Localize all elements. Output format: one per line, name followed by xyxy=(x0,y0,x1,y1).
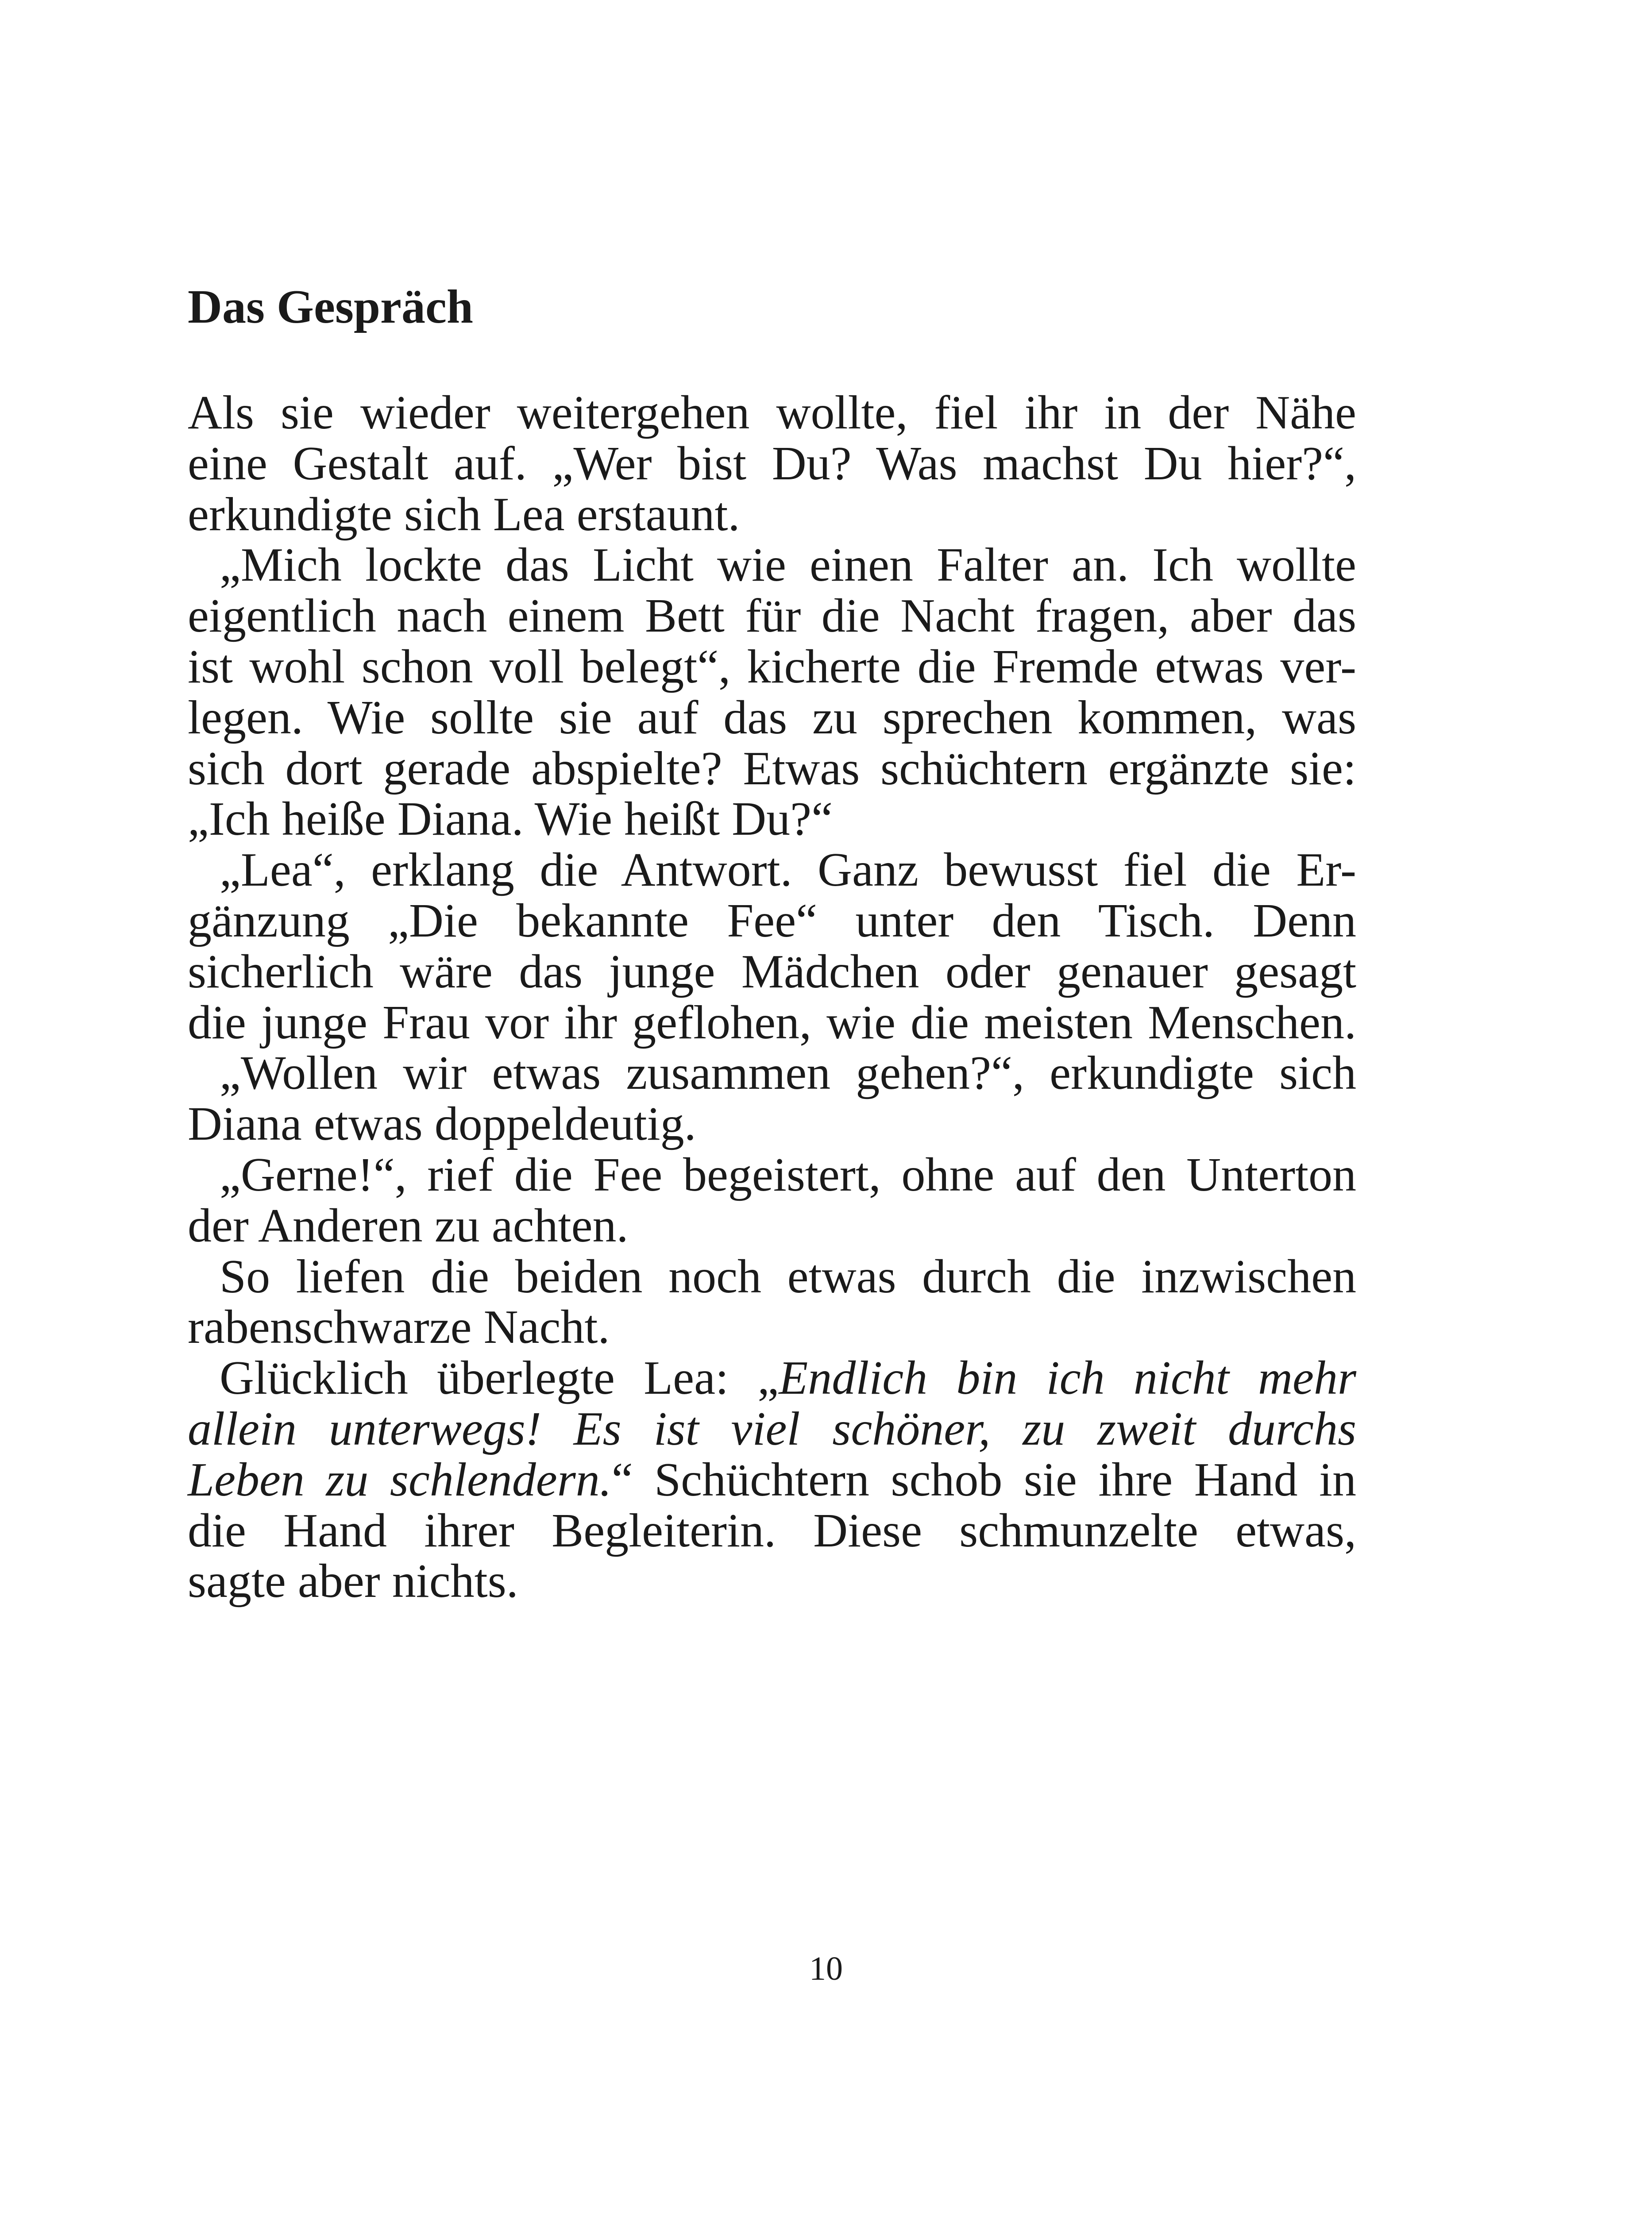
text-line: „Lea“, erklang die Antwort. Ganz bewusst fiel die Er- xyxy=(220,844,1356,897)
text-line: legen. Wie sollte sie auf das zu sprechen kommen, was xyxy=(188,691,1356,744)
text-line: die junge Frau vor ihr geflohen, wie die meisten Menschen. xyxy=(188,996,1356,1049)
text-line: So liefen die beiden noch etwas durch die inzwischen xyxy=(220,1250,1356,1303)
text-line: eine Gestalt auf. „Wer bist Du? Was machst Du hier?“, xyxy=(188,437,1356,490)
text-segment: “ Schüchtern schob sie ihre Hand in xyxy=(611,1453,1356,1506)
text-line: „Wollen wir etwas zusammen gehen?“, erkundigte sich xyxy=(220,1047,1356,1100)
italic-thought: allein unterwegs! Es ist viel schöner, zu zweit durchs xyxy=(188,1402,1356,1455)
italic-thought: Endlich bin ich nicht mehr xyxy=(779,1352,1356,1405)
text-line: gänzung „Die bekannte Fee“ unter den Tisch. Denn xyxy=(188,894,1356,947)
italic-thought: Leben zu schlendern. xyxy=(188,1453,612,1506)
text-line: Als sie wieder weitergehen wollte, fiel ihr in der Nähe xyxy=(188,386,1356,439)
text-segment: Glücklich überlegte Lea: „ xyxy=(220,1352,779,1405)
text-line: erkundigte sich Lea erstaunt. xyxy=(188,488,740,541)
text-line: sich dort gerade abspielte? Etwas schüchtern ergänzte sie: xyxy=(188,742,1356,795)
chapter-title: Das Gespräch xyxy=(188,281,473,333)
text-line: „Ich heiße Diana. Wie heißt Du?“ xyxy=(188,793,833,846)
text-line: Diana etwas doppeldeutig. xyxy=(188,1098,696,1151)
text-line: ist wohl schon voll belegt“, kicherte die Fremde etwas ver- xyxy=(188,640,1356,693)
chapter-body xyxy=(188,388,1356,1607)
text-line xyxy=(188,1353,1356,1404)
text-line: sagte aber nichts. xyxy=(188,1555,518,1608)
page-number: 10 xyxy=(809,1950,843,1987)
text-line: die Hand ihrer Begleiterin. Diese schmunzelte etwas, xyxy=(188,1504,1356,1557)
text-line: „Mich lockte das Licht wie einen Falter an. Ich wollte xyxy=(220,539,1356,592)
text-line: eigentlich nach einem Bett für die Nacht fragen, aber das xyxy=(188,590,1356,643)
text-line: sicherlich wäre das junge Mädchen oder genauer gesagt xyxy=(188,945,1356,998)
text-line: „Gerne!“, rief die Fee begeistert, ohne auf den Unterton xyxy=(220,1148,1356,1201)
text-line: rabenschwarze Nacht. xyxy=(188,1301,610,1354)
text-line xyxy=(188,1455,1356,1506)
text-line: der Anderen zu achten. xyxy=(188,1199,629,1252)
